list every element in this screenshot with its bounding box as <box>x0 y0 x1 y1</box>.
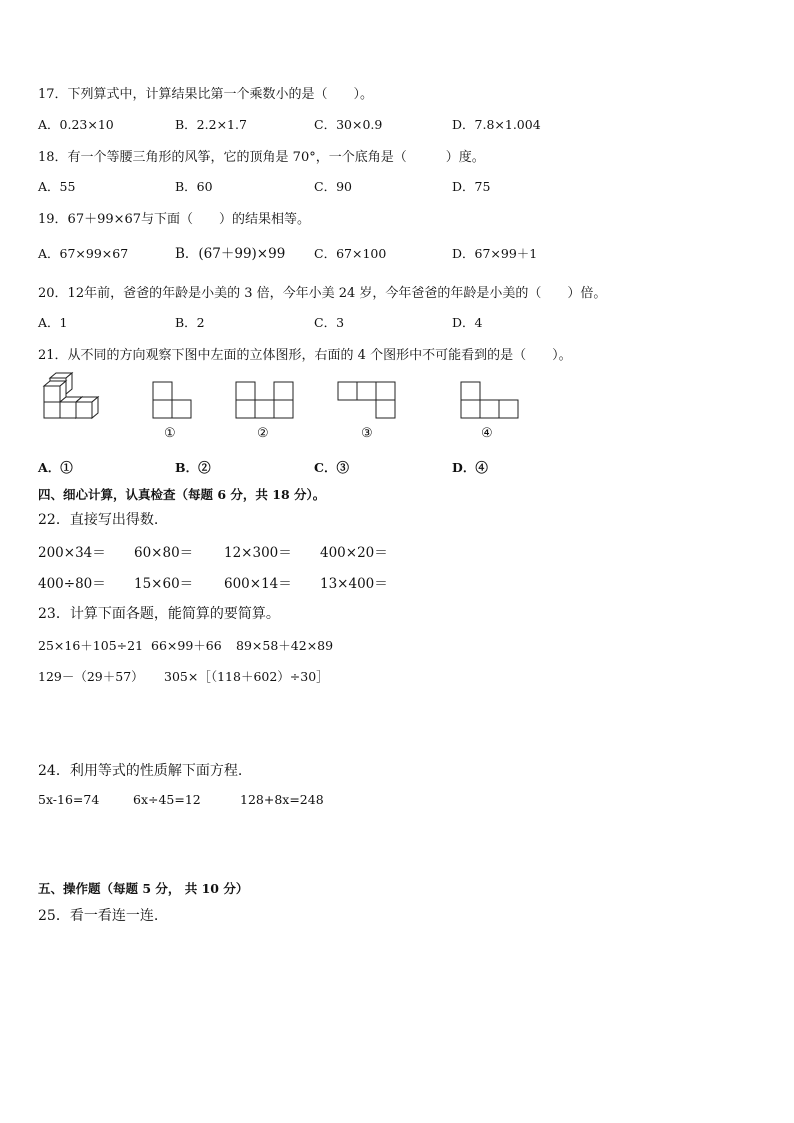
q19-option-c[interactable]: C．67×100 <box>314 246 387 261</box>
section-5-title: 五、操作题（每题 5 分， 共 10 分） <box>38 881 249 896</box>
q19-stem: 19．67＋99×67与下面（ ）的结果相等。 <box>38 212 311 227</box>
view-figure-3 <box>335 378 399 422</box>
q24-equation: 128+8x=248 <box>240 792 324 807</box>
q23-item: 89×58＋42×89 <box>236 638 334 653</box>
q24-stem: 24．利用等式的性质解下面方程. <box>38 763 243 779</box>
figure-label-1: ① <box>164 426 176 441</box>
section-4-title: 四、细心计算，认真检查（每题 6 分，共 18 分）。 <box>38 487 326 502</box>
q17-stem: 17．下列算式中，计算结果比第一个乘数小的是（ ）。 <box>38 87 374 102</box>
q19-option-b[interactable]: B．(67＋99)×99 <box>175 246 286 262</box>
q21-option-d[interactable]: D．④ <box>452 460 488 475</box>
view-figure-2 <box>233 378 297 422</box>
view-figure-1 <box>150 378 194 422</box>
q20-stem: 20．12年前，爸爸的年龄是小美的 3 倍，今年小美 24 岁，今年爸爸的年龄是小美的（ ）倍。 <box>38 286 607 301</box>
q25-stem: 25．看一看连一连. <box>38 908 159 924</box>
figure-label-2: ② <box>257 426 269 441</box>
q20-option-b[interactable]: B．2 <box>175 315 205 330</box>
q23-item: 305×［（118＋602）÷30］ <box>164 669 329 684</box>
q21-option-a[interactable]: A．① <box>38 460 73 475</box>
q20-option-a[interactable]: A．1 <box>38 315 68 330</box>
q22-item: 400÷80＝ <box>38 576 106 592</box>
q22-stem: 22．直接写出得数. <box>38 512 159 528</box>
solid-figure-3d-cubes <box>40 370 110 425</box>
figure-label-3: ③ <box>361 426 373 441</box>
q23-item: 129－（29＋57） <box>38 669 144 684</box>
q21-stem: 21．从不同的方向观察下图中左面的立体图形，右面的 4 个图形中不可能看到的是（ ）。 <box>38 348 572 363</box>
q24-equation: 5x-16=74 <box>38 792 100 807</box>
q22-item: 13×400＝ <box>320 576 388 592</box>
q18-option-b[interactable]: B．60 <box>175 179 213 194</box>
q23-item: 25×16＋105÷21 <box>38 638 144 653</box>
q17-option-c[interactable]: C．30×0.9 <box>314 117 383 132</box>
q20-option-d[interactable]: D．4 <box>452 315 483 330</box>
q22-item: 400×20＝ <box>320 545 388 561</box>
q22-item: 600×14＝ <box>224 576 292 592</box>
q19-option-a[interactable]: A．67×99×67 <box>38 246 129 261</box>
q18-stem: 18．有一个等腰三角形的风筝，它的顶角是 70°，一个底角是（ ）度。 <box>38 150 485 165</box>
q23-item: 66×99＋66 <box>151 638 222 653</box>
figure-label-4: ④ <box>481 426 493 441</box>
q22-item: 60×80＝ <box>134 545 194 561</box>
q21-option-b[interactable]: B．② <box>175 460 211 475</box>
q17-option-b[interactable]: B．2.2×1.7 <box>175 117 247 132</box>
view-figure-4 <box>458 378 522 422</box>
q18-option-c[interactable]: C．90 <box>314 179 352 194</box>
q17-option-d[interactable]: D．7.8×1.004 <box>452 117 541 132</box>
q19-option-d[interactable]: D．67×99＋1 <box>452 246 538 261</box>
q22-item: 12×300＝ <box>224 545 292 561</box>
q21-option-c[interactable]: C．③ <box>314 460 349 475</box>
q20-option-c[interactable]: C．3 <box>314 315 345 330</box>
q17-option-a[interactable]: A．0.23×10 <box>38 117 114 132</box>
q24-equation: 6x÷45=12 <box>133 792 201 807</box>
q22-item: 200×34＝ <box>38 545 106 561</box>
q18-option-d[interactable]: D．75 <box>452 179 491 194</box>
q22-item: 15×60＝ <box>134 576 194 592</box>
q23-stem: 23．计算下面各题，能简算的要简算。 <box>38 606 280 622</box>
q18-option-a[interactable]: A．55 <box>38 179 76 194</box>
